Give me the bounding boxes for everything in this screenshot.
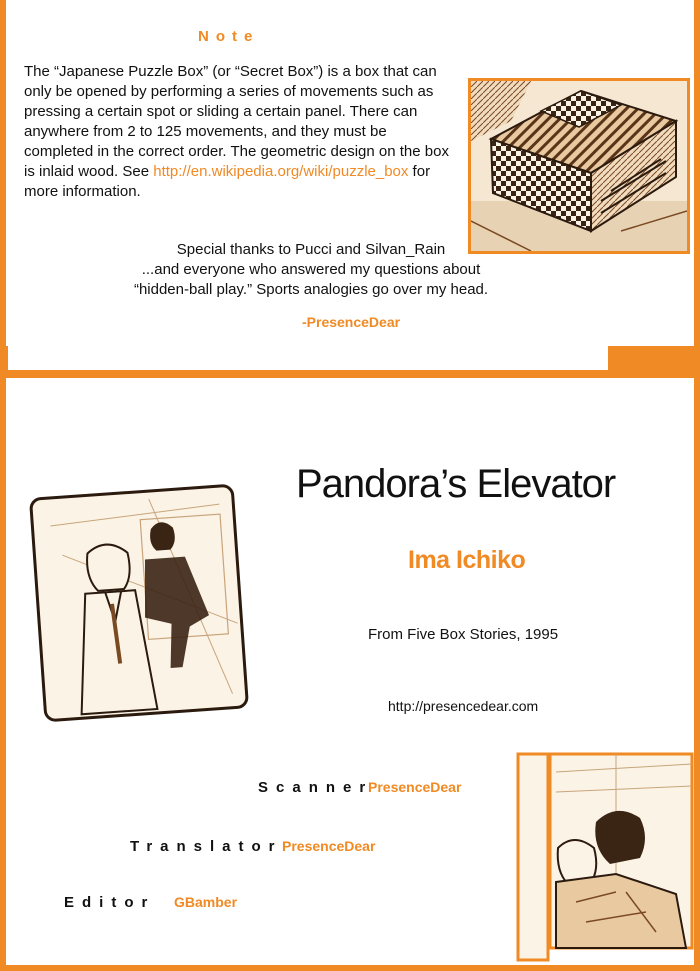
- note-signature: -PresenceDear: [302, 314, 401, 330]
- manga-illustration-corner: [516, 752, 694, 962]
- source-line: From Five Box Stories, 1995: [368, 626, 559, 643]
- wikipedia-link[interactable]: http://en.wikipedia.org/wiki/puzzle_box: [153, 163, 409, 180]
- manga-illustration-left: [28, 483, 249, 723]
- panel-tab: [6, 346, 610, 372]
- story-title: Pandora’s Elevator: [296, 462, 616, 506]
- puzzle-box-illustration: [468, 78, 690, 254]
- author-name: Ima Ichiko: [408, 546, 526, 574]
- credit-name-scanner: PresenceDear: [368, 779, 462, 795]
- credit-label-scanner: Scanner: [258, 779, 374, 796]
- puzzle-box-drawing: [471, 81, 687, 251]
- manga-corner-drawing: [516, 752, 694, 962]
- thanks-line: Special thanks to Pucci and Silvan_Rain: [176, 241, 446, 258]
- thanks-line: “hidden-ball play.” Sports analogies go over my head.: [133, 281, 489, 298]
- credit-name-translator: PresenceDear: [282, 838, 376, 854]
- credit-label-translator: Translator: [130, 838, 283, 855]
- manga-card-drawing: [28, 483, 249, 723]
- note-text: The “Japanese Puzzle Box” (or “Secret Box”) is a box that can only be opened by performing a series of movements such as pressing a certain spot or sliding a certain panel. There can anywhere from 2 to 125 movements, and they must be completed in the correct order. The geometric design on the box is inlaid wood. See: [24, 63, 449, 180]
- note-body: [24, 62, 456, 202]
- note-panel: [6, 0, 694, 346]
- site-url[interactable]: http://presencedear.com: [388, 698, 539, 714]
- note-text-end: for more information.: [24, 163, 431, 200]
- credit-name-editor: GBamber: [174, 894, 238, 910]
- credit-label-editor: Editor: [64, 894, 156, 911]
- note-heading: Note: [198, 28, 260, 45]
- thanks-line: ...and everyone who answered my questions about: [141, 261, 481, 278]
